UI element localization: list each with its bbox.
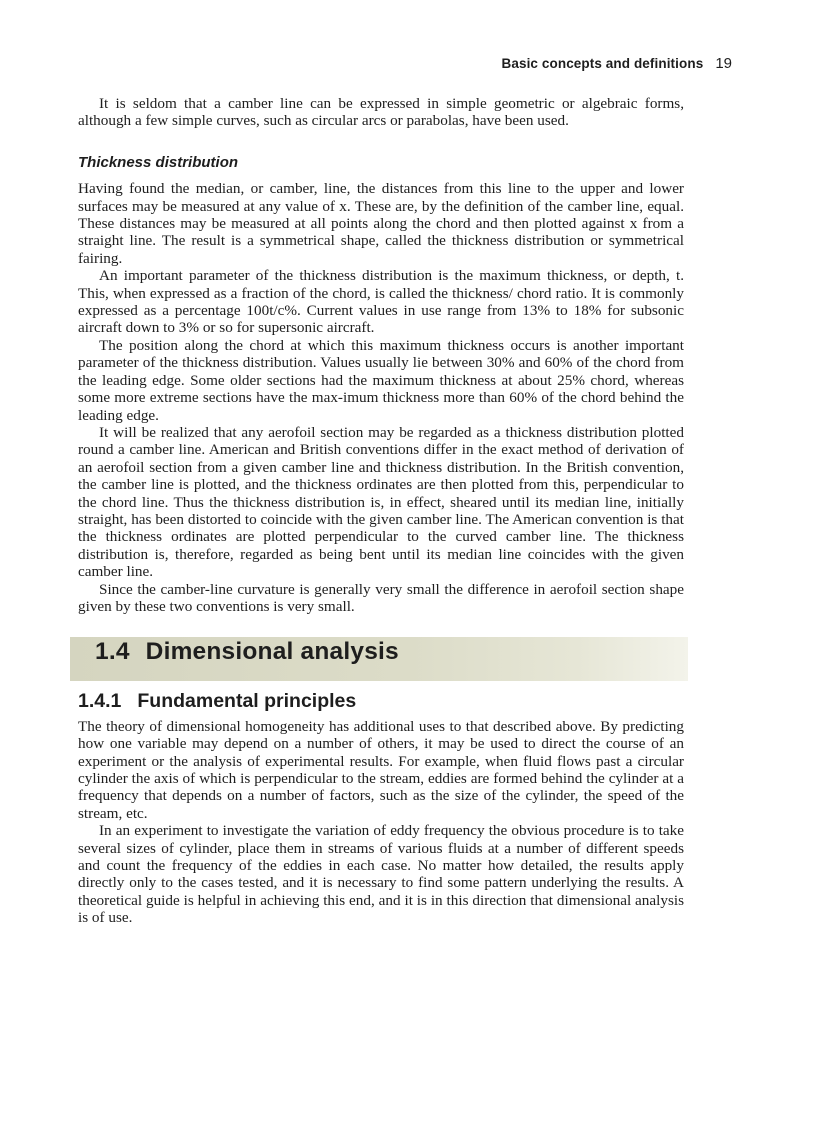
body-paragraph: The position along the chord at which this maximum thickness occurs is another important parameter of the thickness distribution. Values usually lie between 30% and 60% of the chord from the leading edge. Some older sections had the maximum thickness at about 25% chord, whereas some more extreme sections have the max-imum thickness more than 60% of the chord behind the leading edge. bbox=[78, 336, 684, 424]
body-paragraph: The theory of dimensional homogeneity has additional uses to that described above. By predicting how one variable may depend on a number of others, it may be used to direct the course of an experiment or the analysis of experimental results. For example, when fluid flows past a circular cylinder the axis of which is perpendicular to the stream, eddies are formed behind the cylinder at a frequency that depends on a number of factors, such as the size of the cylinder, the speed of the stream, etc. bbox=[78, 717, 684, 822]
section-heading-band bbox=[70, 637, 688, 681]
section-heading bbox=[95, 638, 399, 666]
intro-paragraph: It is seldom that a camber line can be expressed in simple geometric or algebraic forms, although a few simple curves, such as circular arcs or parabolas, have been used. bbox=[78, 95, 684, 130]
section-number: 1.4 bbox=[95, 638, 130, 666]
running-head bbox=[502, 55, 732, 72]
section-title: Dimensional analysis bbox=[145, 638, 399, 666]
thickness-distribution-heading: Thickness distribution bbox=[78, 153, 239, 171]
body-paragraph: Having found the median, or camber, line, the distances from this line to the upper and lower surfaces may be measured at any value of x. These are, by the definition of the camber line, equal. These distances may be measured at all points along the chord and then plotted against x from a straight line. The result is a symmetrical shape, called the thickness distribution or symmetrical fairing. bbox=[78, 180, 684, 267]
page-body bbox=[78, 95, 684, 927]
body-paragraph: Since the camber-line curvature is generally very small the difference in aerofoil section shape given by these two conventions is very small. bbox=[78, 580, 684, 615]
subsection-number: 1.4.1 bbox=[78, 690, 122, 713]
body-paragraph: In an experiment to investigate the variation of eddy frequency the obvious procedure is to take several sizes of cylinder, place them in streams of various fluids at a number of different speeds and count the frequency of the eddies in each case. No matter how detailed, the results apply directly only to the cases tested, and it is necessary to find some pattern underlying the results. A theoretical guide is helpful in achieving this end, and it is in this direction that dimensional analysis is of use. bbox=[78, 822, 684, 927]
running-title: Basic concepts and definitions bbox=[501, 56, 704, 71]
body-paragraph: An important parameter of the thickness distribution is the maximum thickness, or depth, t. This, when expressed as a fraction of the chord, is called the thickness/ chord ratio. It is commonly expressed as a percentage 100t/c%. Current values in use range from 13% to 18% for subsonic aircraft down to 3% or so for supersonic aircraft. bbox=[78, 267, 684, 337]
page-number: 19 bbox=[715, 55, 732, 72]
subsection-title: Fundamental principles bbox=[137, 690, 357, 713]
body-paragraph: It will be realized that any aerofoil section may be regarded as a thickness distribution plotted round a camber line. American and British conventions differ in the exact method of derivation of an aerofoil section from a given camber line and thickness distribution. In the British convention, the camber line is plotted, and the thickness ordinates are then plotted from this, perpendicular to the chord line. Thus the thickness distribution is, in effect, sheared until its median line, initially straight, has been distorted to coincide with the given camber line. The American convention is that the thickness ordinates are plotted perpendicular to the curved camber line. The thickness distribution is, therefore, regarded as being bent until its median line coincides with the given camber line. bbox=[78, 423, 684, 581]
subsection-heading bbox=[78, 690, 684, 713]
